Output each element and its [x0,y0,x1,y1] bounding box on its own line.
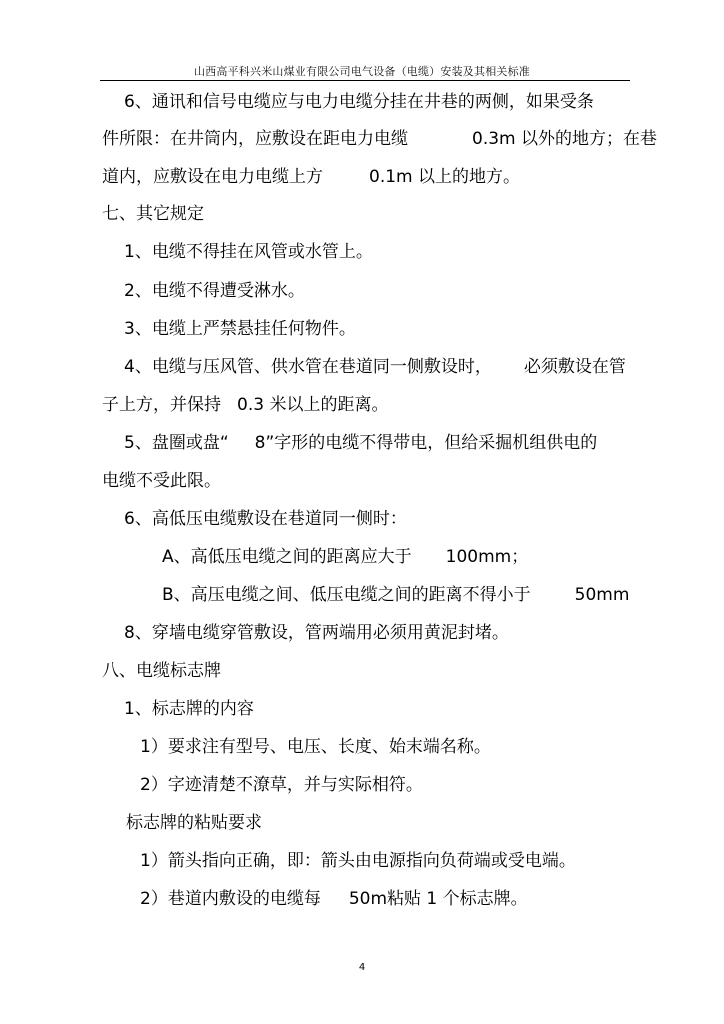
paragraph-line [102,471,221,491]
paragraph-line [102,167,520,187]
running-header: 山西高平科兴米山煤业有限公司电气设备（电缆）安装及其相关标准 [194,65,530,78]
paragraph-line [140,851,576,871]
text-run: 子上方，并保持 [102,395,221,415]
text-run: 8、穿墙电缆穿管敷设，管两端用必须用黄泥封堵。 [124,623,509,643]
section-heading [102,204,204,224]
text-run: 2）巷道内敷设的电缆每 [140,889,321,909]
text-run: 1）要求注有型号、电压、长度、始末端名称。 [140,737,491,757]
paragraph-line [162,585,629,605]
text-run: 件所限：在井筒内，应敷设在距电力电缆 [102,129,408,149]
text-run: 0.3m 以外的地方；在巷 [472,129,657,149]
paragraph-line [124,357,626,377]
paragraph-line [140,889,528,909]
text-run: 50m粘贴 1 个标志牌。 [348,889,528,909]
text-run: A、高低压电缆之间的距离应大于 [162,547,412,567]
text-run: 6、通讯和信号电缆应与电力电缆分挂在井巷的两侧，如果受条 [124,92,594,112]
paragraph-line [124,242,373,262]
section-heading [102,661,221,681]
text-run: 1、电缆不得挂在风管或水管上。 [124,242,373,262]
text-run: 七、其它规定 [102,204,204,224]
paragraph-line [124,281,305,301]
text-run: 100mm； [445,547,529,567]
paragraph-line [126,813,262,833]
text-run: 2）字迹清楚不潦草，并与实际相符。 [140,775,423,795]
text-run: 3、电缆上严禁悬挂任何物件。 [124,319,356,339]
text-run: B、高压电缆之间、低压电缆之间的距离不得小于 [162,585,531,605]
header-rule [100,80,630,81]
paragraph-line [124,433,597,453]
paragraph-line [124,509,407,529]
paragraph-line [102,129,657,149]
text-run: 1）箭头指向正确，即：箭头由电源指向负荷端或受电端。 [140,851,576,871]
text-run: 50mm [574,585,630,605]
text-run: 6、高低压电缆敷设在巷道同一侧时： [124,509,407,529]
paragraph-line [124,623,509,643]
page-number: 4 [358,962,366,973]
paragraph-line [124,319,356,339]
paragraph-line [124,92,594,112]
paragraph-line [162,547,528,567]
paragraph-line [140,775,423,795]
text-run: 5、盘圈或盘“ [124,433,229,453]
text-run: 0.3 米以上的距离。 [237,395,389,415]
paragraph-line [124,699,254,719]
text-run: 1、标志牌的内容 [124,699,254,719]
text-run: 八、电缆标志牌 [102,661,221,681]
paragraph-line [140,737,491,757]
text-run: 电缆不受此限。 [102,471,221,491]
text-run: 必须敷设在管 [523,357,626,377]
text-run: 标志牌的粘贴要求 [126,813,262,833]
text-run: 8”字形的电缆不得带电，但给采掘机组供电的 [254,433,598,453]
text-run: 2、电缆不得遭受淋水。 [124,281,305,301]
text-run: 0.1m 以上的地方。 [369,167,520,187]
text-run: 4、电缆与压风管、供水管在巷道同一侧敷设时， [124,357,492,377]
paragraph-line [102,395,388,415]
text-run: 道内，应敷设在电力电缆上方 [102,167,323,187]
